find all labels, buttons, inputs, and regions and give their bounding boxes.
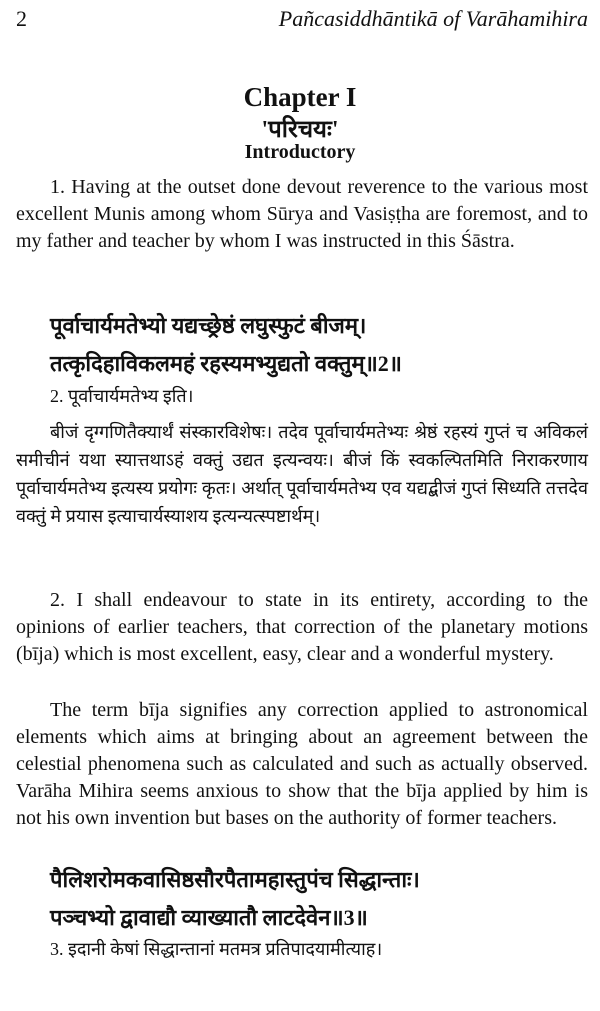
paragraph-2	[16, 587, 588, 668]
verse-3-line-1: पैलिशरोमकवासिष्ठसौरपैतामहास्तुपंच सिद्धान्ताः।	[50, 867, 420, 892]
commentary-2	[16, 418, 588, 530]
paragraph-3	[16, 697, 588, 832]
running-title: Pañcasiddhāntikā of Varāhamihira	[278, 6, 588, 31]
paragraph-2-text: 2. I shall endeavour to state in its entirety, according to the opinions of earlier teachers, that correction of the planetary motions (bīja) which is most excellent, easy, clear and a wonderful mystery.	[16, 589, 588, 665]
paragraph-1	[16, 174, 588, 255]
paragraph-1-text: 1. Having at the outset done devout reverence to the various most excellent Munis among whom Sūrya and Vasiṣṭha are foremost, and to my father and teacher by whom I was instructed in this Śāstra.	[16, 176, 588, 252]
verse-2-line-2: तत्कृदिहाविकलमहं रहस्यमभ्युद्यतो वक्तुम्॥2॥	[50, 351, 402, 376]
chapter-sanskrit-title: 'परिचयः'	[261, 117, 339, 143]
chapter-subtitle: Introductory	[244, 141, 356, 163]
chapter-title: Chapter I	[243, 82, 357, 112]
page-number: 2	[16, 6, 27, 31]
paragraph-3-text: The term bīja signifies any correction applied to astronomical elements which aims at bringing about an agreement between the celestial phenomena such as calculated and such as actually observed. Varāha Mihira seems anxious to show that the bīja applied by him is not his own invention but bases on the authority of former teachers.	[16, 699, 588, 829]
verse-2-line-1: पूर्वाचार्यमतेभ्यो यद्यच्छ्रेष्ठं लघुस्फुटं बीजम्।	[50, 313, 367, 338]
verse-3-line-2: पञ्चभ्यो द्वावाद्यौ व्याख्यातौ लाटदेवेन॥3॥	[50, 905, 368, 930]
commentary-2-text: बीजं दृग्गणितैक्यार्थं संस्कारविशेषः। तदेव पूर्वाचार्यमतेभ्यः श्रेष्ठं रहस्यं गुप्तं च अविकलं समीचीनं यथा स्यात्तथाऽहं वक्तुं उद्यत इत्यन्वयः। बीजं किं स्वकल्पितमिति निराकरणाय पूर्वाचार्यमतेभ्य इत्यस्य प्रयोगः कृतः। अर्थात् पूर्वाचार्यमतेभ्य एव यद्यद्बीजं गुप्तं सिध्यति तत्तदेव वक्तुं मे प्रयास इत्याचार्यस्याशय इत्यन्यत्स्पष्टार्थम्।	[16, 422, 588, 526]
commentary-2-heading: 2. पूर्वाचार्यमतेभ्य इति।	[50, 386, 194, 406]
commentary-3-heading: 3. इदानी केषां सिद्धान्तानां मतमत्र प्रतिपादयामीत्याह।	[50, 939, 383, 959]
